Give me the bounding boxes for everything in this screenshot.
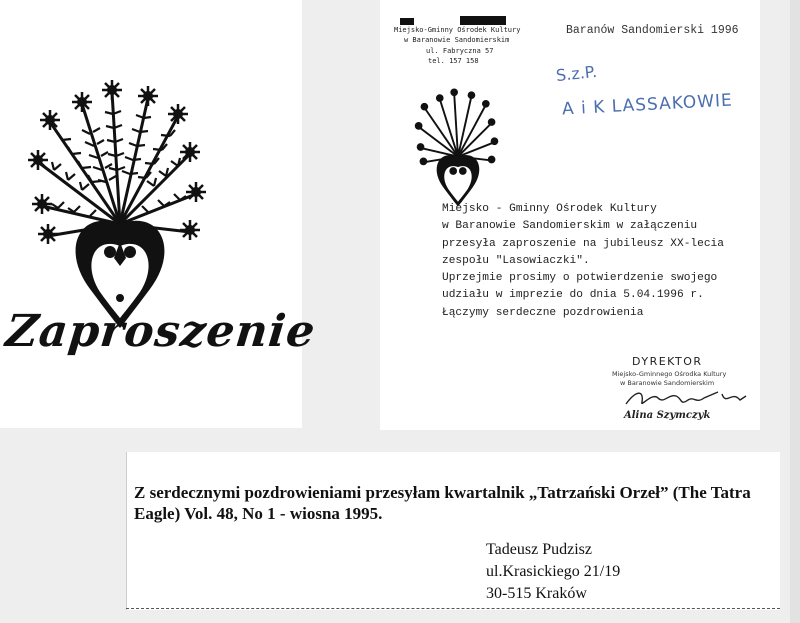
letter-line: w Baranowie Sandomierskim w załączeniu <box>442 220 698 233</box>
signatory-name: Alina Szymczyk <box>624 410 711 421</box>
letterhead-line: ul. Fabryczna 57 <box>426 47 494 55</box>
letterhead <box>394 14 528 70</box>
letter-line: udziału w imprezie do dnia 5.04.1996 r. <box>442 289 704 302</box>
folk-floral-motif-small-icon <box>410 84 506 210</box>
sender-name: Tadeusz Pudzisz <box>486 541 592 558</box>
folk-floral-motif-icon <box>20 74 220 334</box>
signatory-title: DYREKTOR <box>632 355 703 368</box>
letterhead-ink-blot <box>460 16 506 25</box>
letter-line: przesyła zaproszenie na jubileusz XX-lecia <box>442 237 724 250</box>
invitation-title: Zaproszenie <box>3 306 319 357</box>
stamp-line: w Baranowie Sandomierskim <box>620 379 715 387</box>
letterhead-ink-blot <box>400 18 414 25</box>
letter-body <box>442 201 724 322</box>
slip-edge <box>126 452 127 610</box>
letterhead-line: Miejsko-Gminny Ośrodek Kultury <box>394 26 521 34</box>
handwritten-note: S.z.P. <box>555 61 598 86</box>
place-and-date: Baranów Sandomierski 1996 <box>566 24 739 37</box>
letterhead-line: w Baranowie Sandomierskim <box>404 36 510 44</box>
letter-line: Uprzejmie prosimy o potwierdzenie swojego <box>442 272 718 285</box>
dedication-text: Z serdecznymi pozdrowieniami przesyłam kwartalnik „Tatrzański Orzeł” (The Tatra Eagle) Vol. 48, No 1 - wiosna 1995. <box>134 483 751 523</box>
cut-line-divider <box>126 608 780 609</box>
stamp-line: Miejsko-Gminnego Ośrodka Kultury <box>612 370 727 378</box>
letter-line: Łączymy serdeczne pozdrowienia <box>442 306 644 319</box>
sender-city: 30-515 Kraków <box>486 585 587 602</box>
handwritten-signature-icon <box>622 386 750 410</box>
invitation-card <box>0 0 319 428</box>
page-edge-shadow <box>790 0 800 623</box>
dedication-slip <box>126 452 780 610</box>
letterhead-line: tel. 157 158 <box>428 57 479 65</box>
handwritten-addressee: A i K LASSAKOWIE <box>561 90 734 120</box>
sender-street: ul.Krasickiego 21/19 <box>486 563 621 580</box>
letter-line: zespołu "Lasowiaczki". <box>442 254 590 267</box>
letter-line: Miejsko - Gminny Ośrodek Kultury <box>442 203 657 215</box>
